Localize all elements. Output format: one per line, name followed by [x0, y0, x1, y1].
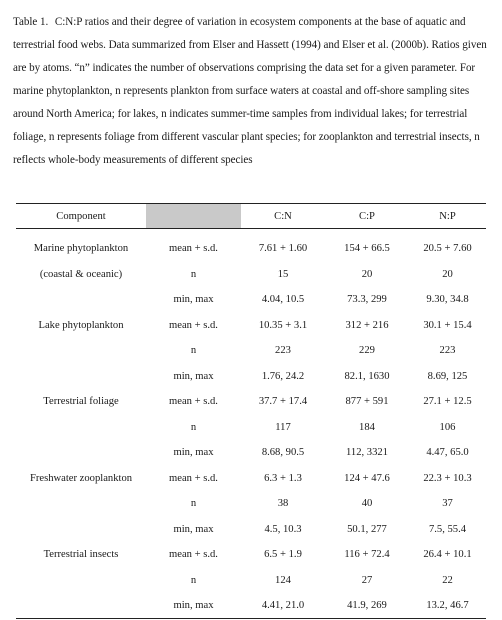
cell-cn: 6.3 + 1.3 [264, 472, 302, 484]
cell-np: 22.3 + 10.3 [423, 472, 472, 484]
table-row [16, 313, 486, 339]
cell-component: Terrestrial foliage [43, 396, 119, 408]
header-component: Component [16, 204, 146, 229]
cell-statistic: n [190, 498, 197, 510]
cell-cn: 8.68, 90.5 [261, 447, 305, 459]
cell-cn: 4.04, 10.5 [261, 294, 305, 306]
cell-cp: 41.9, 269 [325, 593, 409, 619]
cell-cp: 27 [361, 574, 373, 586]
cell-cp: 312 + 216 [345, 319, 389, 331]
table-row [16, 542, 486, 568]
cell-component: Freshwater zooplankton [29, 472, 133, 484]
table-row [16, 287, 486, 313]
cell-cp: 82.1, 1630 [344, 370, 390, 382]
table-row [16, 593, 486, 619]
cell-cp: 112, 3321 [346, 447, 388, 459]
table-row [16, 491, 486, 517]
table-row [16, 338, 486, 364]
cell-cp: 50.1, 277 [347, 523, 387, 535]
cell-cp: 73.3, 299 [347, 294, 387, 306]
data-table [16, 203, 486, 619]
cell-component [16, 338, 146, 364]
cell-np: 30.1 + 15.4 [423, 319, 472, 331]
cell-component [16, 440, 146, 466]
table-label: Table 1. [13, 16, 49, 28]
cell-component [16, 517, 146, 543]
cell-np: 20 [442, 268, 453, 280]
cell-np: 26.4 + 10.1 [423, 549, 472, 561]
header-np: N:P [409, 204, 486, 229]
cell-statistic: n [190, 268, 197, 280]
table-row [16, 517, 486, 543]
cell-cp: 229 [359, 345, 375, 357]
cell-cn: 7.61 + 1.60 [258, 243, 308, 255]
cell-statistic: min, max [173, 294, 214, 306]
cell-np: 20.5 + 7.60 [423, 243, 472, 255]
cell-np: 27.1 + 12.5 [423, 396, 472, 408]
cell-component [16, 593, 146, 619]
table-row [16, 440, 486, 466]
table-row [16, 262, 486, 288]
cell-component: (coastal & oceanic) [39, 268, 123, 280]
cell-statistic: n [190, 421, 197, 433]
cell-statistic: min, max [146, 593, 241, 619]
header-cp: C:P [325, 204, 409, 229]
cell-cn: 4.41, 21.0 [241, 593, 325, 619]
cell-cn: 37.7 + 17.4 [258, 396, 308, 408]
cell-component [16, 491, 146, 517]
cell-np: 9.30, 34.8 [426, 294, 469, 306]
cell-np: 37 [442, 498, 453, 510]
cell-component: Terrestrial insects [43, 549, 119, 561]
cell-component [16, 568, 146, 594]
cell-cp: 20 [361, 268, 373, 280]
header-cn: C:N [241, 204, 325, 229]
cell-cp: 877 + 591 [345, 396, 389, 408]
cell-component [16, 364, 146, 390]
cell-cp: 124 + 47.6 [344, 472, 390, 484]
table-body [16, 229, 486, 619]
table-row [16, 364, 486, 390]
cell-np: 13.2, 46.7 [409, 593, 486, 619]
cell-cp: 154 + 66.5 [344, 243, 390, 255]
cell-statistic: mean + s.d. [169, 549, 218, 561]
cell-cn: 15 [277, 268, 289, 280]
cell-statistic: mean + s.d. [169, 472, 218, 484]
caption-text: C:N:P ratios and their degree of variation in ecosystem components at the base of aquatic and terrestrial food webs. Data summarized from Elser and Hassett (1994) and Elser et al. (2000b). Ratios given are by atoms. “n” indicates the number of observations comprising the data set for a given parameter. For marine phytoplankton, n represents plankton from surface waters at coastal and off-shore sampling sites around North America; for lakes, n indicates summer-time samples from individual lakes; for terrestrial foliage, n represents foliage from different vascular plant species; for zooplankton and terrestrial insects, n reflects whole-body measurements of different species [13, 16, 487, 166]
cell-statistic: n [190, 345, 197, 357]
cell-cn: 117 [275, 421, 291, 433]
table-caption [13, 11, 491, 172]
cell-component: Marine phytoplankton [33, 243, 129, 255]
cell-cn: 4.5, 10.3 [264, 523, 302, 535]
header-statistic [146, 204, 241, 229]
cell-np: 7.5, 55.4 [428, 523, 467, 535]
cell-cn: 124 [275, 574, 291, 586]
cell-statistic: n [190, 574, 197, 586]
cell-cp: 116 + 72.4 [344, 549, 390, 561]
table-row [16, 415, 486, 441]
cell-cn: 1.76, 24.2 [261, 370, 305, 382]
cell-component [16, 415, 146, 441]
cell-cn: 38 [277, 498, 289, 510]
table-row [16, 389, 486, 415]
header-row [16, 204, 486, 229]
cell-cp: 40 [361, 498, 373, 510]
cell-cn: 10.35 + 3.1 [258, 319, 308, 331]
table-row [16, 568, 486, 594]
cell-np: 22 [442, 574, 453, 586]
cell-component [16, 287, 146, 313]
cell-cn: 223 [275, 345, 291, 357]
data-table-container [16, 203, 486, 619]
cell-np: 4.47, 65.0 [426, 447, 469, 459]
cell-np: 223 [439, 345, 456, 357]
cell-statistic: min, max [173, 447, 214, 459]
cell-component: Lake phytoplankton [38, 319, 124, 331]
cell-statistic: mean + s.d. [169, 319, 218, 331]
cell-np: 8.69, 125 [427, 370, 468, 382]
cell-statistic: min, max [173, 370, 214, 382]
cell-cp: 184 [359, 421, 375, 433]
cell-statistic: mean + s.d. [169, 396, 218, 408]
cell-cn: 6.5 + 1.9 [264, 549, 302, 561]
cell-statistic: mean + s.d. [169, 243, 218, 255]
table-row [16, 236, 486, 262]
table-row [16, 466, 486, 492]
cell-statistic: min, max [173, 523, 214, 535]
cell-np: 106 [439, 421, 456, 433]
